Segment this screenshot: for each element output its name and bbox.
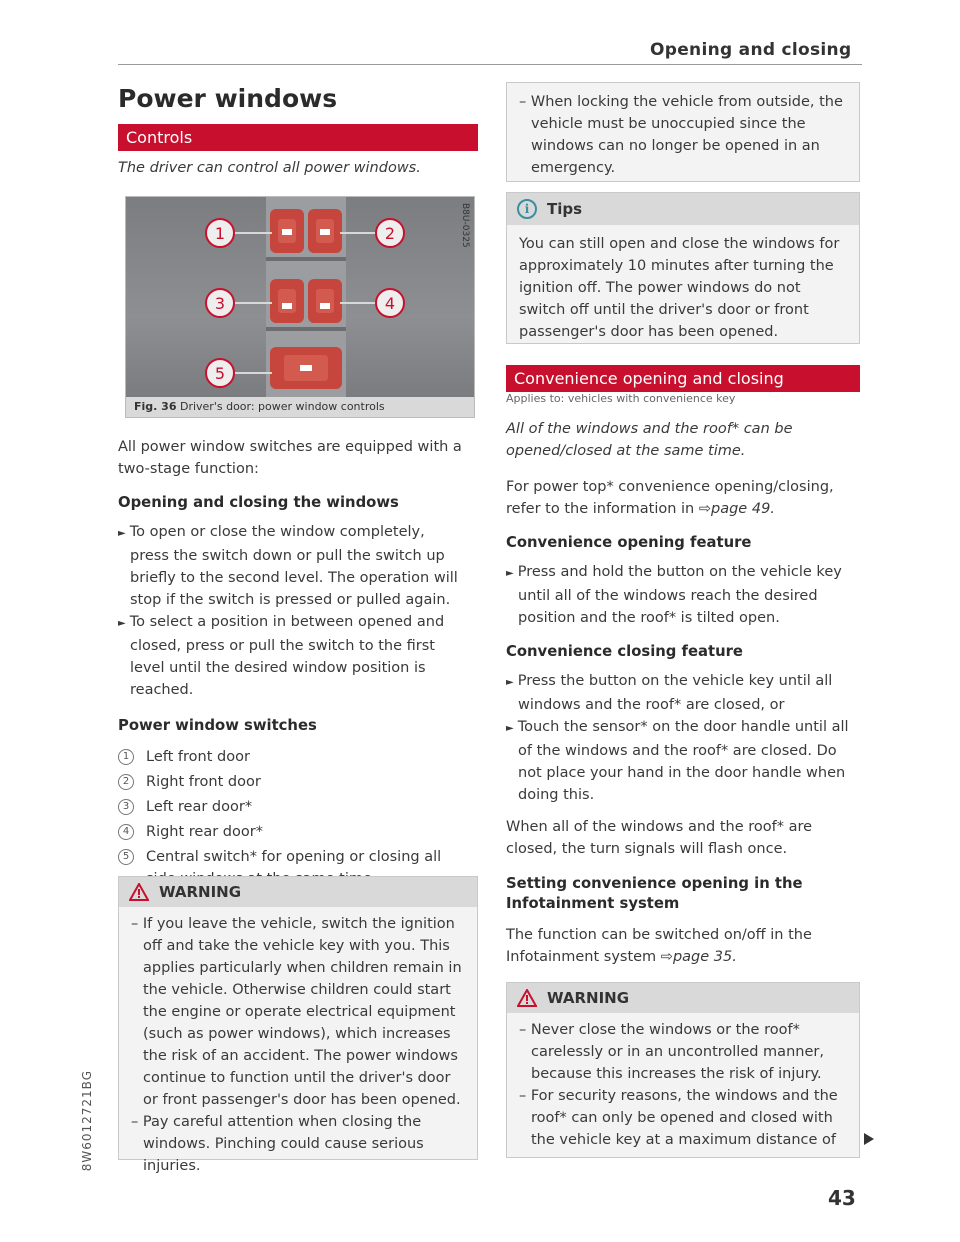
convenience-heading-bar	[506, 365, 860, 392]
intro-text: All power window switches are equipped with a two-stage function:	[118, 439, 462, 477]
warning-item: – If you leave the vehicle, switch the ignition off and take the vehicle key with you. This applies particularly when children remain in the vehicle. Otherwise children could start the engine or operate electrical equipment (such as power windows), which increases the risk of an accident. The power windows continue to function until the driver's door or front passenger's door has been opened.	[131, 916, 462, 1108]
heading-convenience-closing: Convenience closing feature	[506, 643, 743, 660]
callout-4	[376, 289, 404, 317]
switch-list-item: 5 Central switch* for opening or closing all	[118, 846, 468, 890]
figure-caption-label: Fig. 36	[134, 400, 177, 413]
switch-list-item: 4 Right rear door*	[118, 821, 468, 843]
callout-2	[376, 219, 404, 247]
figure-code: B8U-0325	[460, 203, 470, 248]
svg-text:2: 2	[384, 224, 396, 243]
heading-power-window-switches: Power window switches	[118, 717, 317, 734]
tips-header	[507, 193, 859, 225]
warning-item: – When locking the vehicle from outside, the vehicle must be unoccupied since the windows can no longer be opened in an emergency.	[519, 94, 843, 176]
switch-list-item: 3 Left rear door*	[118, 796, 468, 818]
bullet-item: ► Touch the sensor* on the door handle until all of the windows and the roof* are closed. Do not place your hand in the door handle when doing this.	[506, 719, 849, 803]
warning-continuation-box	[506, 82, 860, 182]
warning-triangle-icon	[517, 989, 537, 1007]
bullet-item: ► Press the button on the vehicle key until all windows and the roof* are closed, or	[506, 673, 833, 713]
header-rule	[118, 64, 862, 65]
document-code: 8W6012721BG	[80, 1070, 94, 1172]
warning-item: – Pay careful attention when closing the windows. Pinching could cause serious injuries.	[131, 1114, 424, 1174]
warning-item: – Never close the windows or the roof* carelessly or in an uncontrolled manner, because this increases the risk of injury.	[519, 1022, 824, 1082]
warning-title: WARNING	[547, 989, 630, 1007]
page-number: 43	[828, 1186, 856, 1210]
number-circle-icon: 5	[118, 849, 134, 865]
number-circle-icon: 4	[118, 824, 134, 840]
warning-header	[119, 877, 477, 907]
warning-body	[507, 1013, 859, 1157]
number-circle-icon: 3	[118, 799, 134, 815]
controls-heading-bar	[118, 124, 478, 151]
svg-text:5: 5	[214, 364, 226, 383]
info-icon: i	[517, 199, 537, 219]
warning-box-right	[506, 982, 860, 1158]
page-ref-arrow-icon: ⇨	[660, 949, 673, 965]
switch-list-item: 1 Left front door	[118, 746, 468, 768]
svg-text:3: 3	[214, 294, 226, 313]
bullet-item: ► Press and hold the button on the vehicle key until all of the windows reach the desired position and the roof* is tilted open.	[506, 564, 842, 626]
warning-header	[507, 983, 859, 1013]
bullet-triangle-icon: ►	[506, 723, 514, 734]
switch-list-item: 2 Right front door	[118, 771, 468, 793]
warning-triangle-icon	[129, 883, 149, 901]
warning-item: – For security reasons, the windows and the roof* can only be opened and closed with the vehicle key at a maximum distance of	[519, 1088, 838, 1148]
page-ref-link[interactable]: page 49.	[711, 501, 775, 517]
callout-1	[206, 219, 234, 247]
bullet-triangle-icon: ►	[506, 568, 514, 579]
section-header-title: Opening and closing	[650, 40, 852, 60]
svg-text:4: 4	[384, 294, 396, 313]
heading-convenience-opening: Convenience opening feature	[506, 534, 752, 551]
heading-infotainment: Setting convenience opening in the Infotainment system	[506, 875, 803, 912]
window-switch-illustration	[126, 197, 474, 397]
tips-box	[506, 192, 860, 344]
figure-power-window-controls	[125, 196, 475, 418]
warning-box-left	[118, 876, 478, 1174]
callout-3	[206, 289, 234, 317]
number-circle-icon: 2	[118, 774, 134, 790]
convenience-heading: Convenience opening and closing	[514, 369, 784, 388]
bullet-triangle-icon: ►	[506, 677, 514, 688]
page-ref-link[interactable]: page 35.	[672, 949, 737, 965]
figure-caption	[126, 397, 474, 417]
after-close-text: When all of the windows and the roof* are closed, the turn signals will flash once.	[506, 819, 813, 857]
convenience-lead: All of the windows and the roof* can be opened/closed at the same time.	[506, 421, 793, 459]
svg-text:1: 1	[214, 224, 226, 243]
bullet-triangle-icon: ►	[118, 528, 126, 539]
continued-arrow-icon	[864, 1133, 874, 1145]
controls-lead: The driver can control all power windows.	[118, 160, 421, 176]
warning-body	[119, 907, 477, 1183]
applies-to-note: Applies to: vehicles with convenience key	[506, 392, 736, 405]
tips-title: Tips	[547, 200, 583, 218]
page-ref-arrow-icon: ⇨	[698, 501, 712, 517]
figure-caption-text: Driver's door: power window controls	[179, 400, 385, 413]
warning-title: WARNING	[159, 883, 242, 901]
bullet-item: ► To open or close the window completely, press the switch down or pull the switch up briefly to the second level. The operation will stop if the switch is pressed or pulled again.	[118, 524, 458, 608]
infotainment-text: The function can be switched on/off in the Infotainment system ⇨page 35.	[506, 927, 812, 965]
controls-heading: Controls	[126, 128, 193, 147]
callout-5	[206, 359, 234, 387]
bullet-triangle-icon: ►	[118, 618, 126, 629]
power-top-text: For power top* convenience opening/closing, refer to the information in ⇨page 49.	[506, 479, 834, 517]
page-title: Power windows	[118, 84, 338, 113]
bullet-item: ► To select a position in between opened and closed, press or pull the switch to the first level until the desired window position is reached.	[118, 614, 445, 698]
tips-text: You can still open and close the windows for approximately 10 minutes after turning the ignition off. The power windows do not switch off until the driver's door or front passenger's door has been opened.	[519, 236, 840, 340]
figure-image	[126, 197, 474, 397]
number-circle-icon: 1	[118, 749, 134, 765]
heading-opening-closing: Opening and closing the windows	[118, 494, 399, 511]
